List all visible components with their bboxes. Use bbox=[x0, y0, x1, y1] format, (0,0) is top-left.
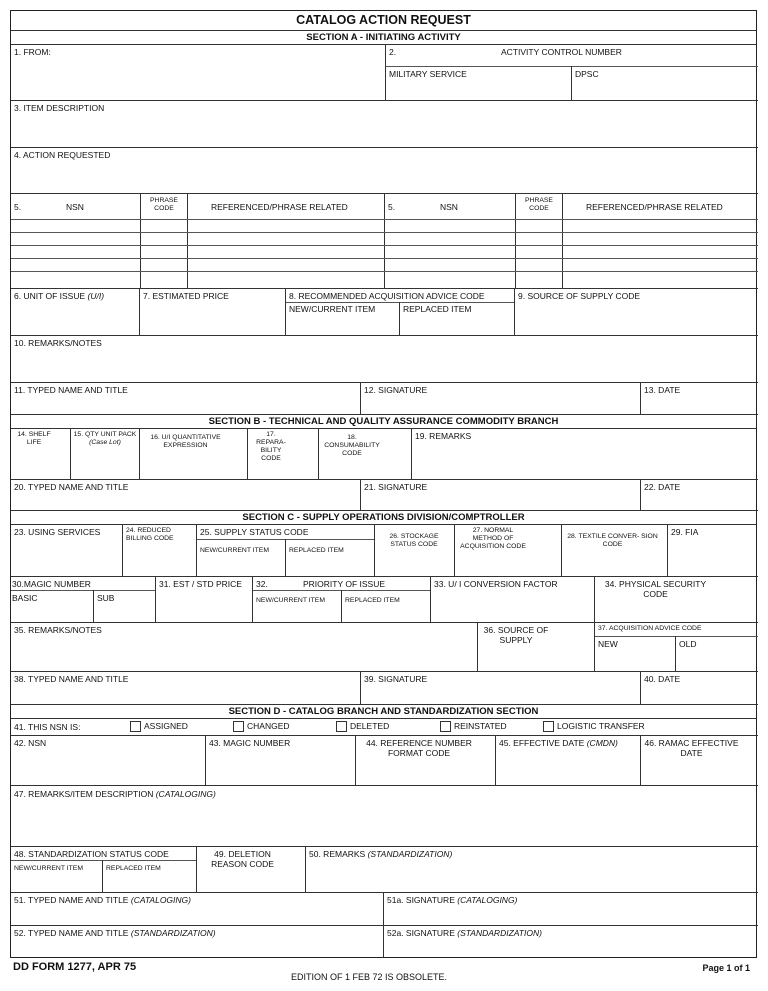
nsn-header-left: NSN bbox=[66, 202, 84, 212]
nsn-d-label: 42. NSN bbox=[14, 738, 47, 748]
supply-status-code-label: 25. SUPPLY STATUS CODE bbox=[200, 527, 309, 537]
rec-acq-new-current-label: NEW/CURRENT ITEM bbox=[289, 304, 376, 314]
recommended-acquisition-advice-code-field bbox=[286, 289, 515, 336]
section-c-header: SECTION C - SUPPLY OPERATIONS DIVISION/COMPTROLLER bbox=[11, 511, 756, 525]
typed-name-cataloging-label: 51. TYPED NAME AND TITLE (CATALOGING) bbox=[14, 895, 191, 905]
reduced-billing-code-label: 24. REDUCED BILLING CODE bbox=[126, 527, 174, 542]
estimated-price-field[interactable] bbox=[140, 289, 286, 336]
normal-method-acquisition-code-label: 27. NORMAL METHOD OF ACQUISITION CODE bbox=[460, 527, 526, 550]
using-services-label: 23. USING SERVICES bbox=[14, 527, 101, 537]
reference-number-format-code-field[interactable] bbox=[356, 736, 496, 786]
deletion-reason-code-field[interactable] bbox=[197, 847, 306, 893]
consumability-code-label: 18. CONSUMABILITY CODE bbox=[324, 434, 380, 457]
source-of-supply-c-label: 36. SOURCE OF SUPPLY bbox=[483, 625, 549, 645]
logistic-transfer-checkbox[interactable] bbox=[543, 721, 554, 732]
edition-note: EDITION OF 1 FEB 72 IS OBSOLETE. bbox=[291, 972, 448, 982]
nsn-item5-right: 5. bbox=[388, 202, 396, 212]
unit-of-issue-label: 6. UNIT OF ISSUE (U/I) bbox=[14, 291, 105, 301]
phrase-code-header-left: PHRASE CODE bbox=[150, 197, 178, 212]
standardization-status-code-field bbox=[11, 847, 197, 893]
typed-name-c-label: 38. TYPED NAME AND TITLE bbox=[14, 674, 129, 684]
acquisition-advice-code-c-field bbox=[595, 623, 758, 672]
supply-status-new-current-label: NEW/CURRENT ITEM bbox=[200, 547, 269, 554]
shelf-life-label: 14. SHELF LIFE bbox=[17, 431, 51, 446]
ui-quantitative-expression-field[interactable] bbox=[140, 429, 248, 480]
reduced-billing-code-field[interactable] bbox=[123, 525, 197, 577]
form-title: CATALOG ACTION REQUEST bbox=[11, 11, 756, 31]
remarks-item-description-label: 47. REMARKS/ITEM DESCRIPTION (CATALOGING) bbox=[14, 789, 216, 799]
remarks-notes-a-field[interactable] bbox=[11, 336, 758, 383]
textile-conversion-code-field[interactable] bbox=[562, 525, 668, 577]
rec-acq-label: 8. RECOMMENDED ACQUISITION ADVICE CODE bbox=[289, 291, 485, 301]
std-replaced-label: REPLACED ITEM bbox=[106, 865, 161, 872]
ui-conversion-factor-field[interactable] bbox=[431, 577, 595, 623]
signature-cataloging-field[interactable] bbox=[384, 893, 758, 926]
normal-method-acquisition-code-field[interactable] bbox=[455, 525, 562, 577]
remarks-notes-c-label: 35. REMARKS/NOTES bbox=[14, 625, 102, 635]
signature-b-field[interactable] bbox=[361, 480, 641, 511]
ref-phrase-header-right: REFERENCED/PHRASE RELATED bbox=[586, 202, 723, 212]
date-c-label: 40. DATE bbox=[644, 674, 681, 684]
signature-a-label: 12. SIGNATURE bbox=[364, 385, 428, 395]
typed-name-cataloging-field[interactable] bbox=[11, 893, 384, 926]
stockage-status-code-label: 26. STOCKAGE STATUS CODE bbox=[389, 533, 439, 548]
est-std-price-field[interactable] bbox=[156, 577, 253, 623]
typed-name-standardization-field[interactable] bbox=[11, 926, 384, 957]
item-description-field[interactable] bbox=[11, 101, 758, 148]
physical-security-code-label: 34. PHYSICAL SECURITY CODE bbox=[604, 579, 707, 599]
signature-c-field[interactable] bbox=[361, 672, 641, 705]
priority-of-issue-label: PRIORITY OF ISSUE bbox=[303, 579, 386, 589]
remarks-b-field[interactable] bbox=[412, 429, 758, 480]
qty-unit-pack-field[interactable] bbox=[71, 429, 140, 480]
date-a-label: 13. DATE bbox=[644, 385, 681, 395]
source-of-supply-code-field[interactable] bbox=[515, 289, 758, 336]
supply-status-code-field bbox=[197, 525, 375, 577]
basic-label: BASIC bbox=[12, 593, 38, 603]
using-services-field[interactable] bbox=[11, 525, 123, 577]
item32-label: 32. bbox=[256, 579, 268, 589]
magic-number-c-label: 30.MAGIC NUMBER bbox=[12, 579, 91, 589]
source-of-supply-c-field[interactable] bbox=[478, 623, 595, 672]
magic-number-d-label: 43. MAGIC NUMBER bbox=[209, 738, 291, 748]
nsn-d-field[interactable] bbox=[11, 736, 206, 786]
date-b-field[interactable] bbox=[641, 480, 758, 511]
activity-control-number-label: ACTIVITY CONTROL NUMBER bbox=[501, 47, 622, 57]
ui-conversion-factor-label: 33. U/ I CONVERSION FACTOR bbox=[434, 579, 558, 589]
nsn-table bbox=[11, 194, 758, 289]
magic-number-c-field bbox=[11, 577, 156, 623]
form-number: DD FORM 1277, APR 75 bbox=[13, 961, 137, 973]
activity-control-number-field bbox=[386, 45, 758, 101]
section-a-header: SECTION A - INITIATING ACTIVITY bbox=[11, 31, 756, 45]
remarks-notes-a-label: 10. REMARKS/NOTES bbox=[14, 338, 102, 348]
logistic-transfer-label: LOGISTIC TRANSFER bbox=[557, 721, 645, 731]
remarks-b-label: 19. REMARKS bbox=[415, 431, 472, 441]
fia-field[interactable] bbox=[668, 525, 758, 577]
phrase-code-header-right: PHRASE CODE bbox=[525, 197, 553, 212]
unit-of-issue-field[interactable] bbox=[11, 289, 140, 336]
signature-a-field[interactable] bbox=[361, 383, 641, 415]
acquisition-advice-code-c-label: 37. ACQUISITION ADVICE CODE bbox=[598, 625, 702, 632]
remarks-notes-c-field[interactable] bbox=[11, 623, 478, 672]
ui-quantitative-expression-label: 16. U/I QUANTITATIVE EXPRESSION bbox=[150, 434, 221, 449]
std-new-current-label: NEW/CURRENT ITEM bbox=[14, 865, 83, 872]
page-number: Page 1 of 1 bbox=[702, 963, 750, 973]
item2-label: 2. bbox=[389, 47, 397, 57]
nsn-item5-left: 5. bbox=[14, 202, 22, 212]
remarks-standardization-field[interactable] bbox=[306, 847, 758, 893]
reparability-code-label: 17. REPARA- BILITY CODE bbox=[256, 431, 286, 462]
remarks-standardization-label: 50. REMARKS (STANDARDIZATION) bbox=[309, 849, 453, 859]
reinstated-label: REINSTATED bbox=[454, 721, 507, 731]
deletion-reason-code-label: 49. DELETION REASON CODE bbox=[211, 849, 274, 869]
signature-cataloging-label: 51a. SIGNATURE (CATALOGING) bbox=[387, 895, 518, 905]
estimated-price-label: 7. ESTIMATED PRICE bbox=[143, 291, 229, 301]
date-b-label: 22. DATE bbox=[644, 482, 681, 492]
remarks-item-description-field[interactable] bbox=[11, 786, 758, 847]
priority-of-issue-field bbox=[253, 577, 431, 623]
assigned-checkbox[interactable] bbox=[130, 721, 141, 732]
source-of-supply-code-label: 9. SOURCE OF SUPPLY CODE bbox=[518, 291, 641, 301]
nsn-status-row bbox=[11, 719, 758, 736]
signature-b-label: 21. SIGNATURE bbox=[364, 482, 428, 492]
qty-unit-pack-label: 15. QTY UNIT PACK (Case Lot) bbox=[73, 431, 137, 446]
sub-label: SUB bbox=[97, 593, 115, 603]
section-d-header: SECTION D - CATALOG BRANCH AND STANDARDIZATION SECTION bbox=[11, 705, 756, 719]
typed-name-standardization-label: 52. TYPED NAME AND TITLE (STANDARDIZATION) bbox=[14, 928, 216, 938]
shelf-life-field[interactable] bbox=[11, 429, 71, 480]
military-service-label: MILITARY SERVICE bbox=[389, 69, 467, 79]
deleted-checkbox[interactable] bbox=[336, 721, 347, 732]
section-b-header: SECTION B - TECHNICAL AND QUALITY ASSURANCE COMMODITY BRANCH bbox=[11, 415, 756, 429]
typed-name-a-label: 11. TYPED NAME AND TITLE bbox=[14, 385, 128, 395]
nsn-is-label: 41. THIS NSN IS: bbox=[14, 722, 81, 732]
priority-replaced-label: REPLACED ITEM bbox=[345, 597, 400, 604]
from-label: 1. FROM: bbox=[14, 47, 51, 57]
reference-number-format-code-label: 44. REFERENCE NUMBER FORMAT CODE bbox=[366, 738, 472, 758]
action-requested-field[interactable] bbox=[11, 148, 758, 194]
catalog-action-request-form bbox=[10, 10, 757, 958]
typed-name-b-label: 20. TYPED NAME AND TITLE bbox=[14, 482, 129, 492]
ramac-effective-date-label: 46. RAMAC EFFECTIVE DATE bbox=[644, 738, 739, 758]
dpsc-label: DPSC bbox=[575, 69, 599, 79]
deleted-label: DELETED bbox=[350, 721, 390, 731]
nsn-header-right: NSN bbox=[440, 202, 458, 212]
reparability-code-field[interactable] bbox=[248, 429, 319, 480]
signature-c-label: 39. SIGNATURE bbox=[364, 674, 428, 684]
effective-date-field[interactable] bbox=[496, 736, 641, 786]
priority-new-current-label: NEW/CURRENT ITEM bbox=[256, 597, 325, 604]
from-field[interactable] bbox=[11, 45, 386, 101]
action-requested-label: 4. ACTION REQUESTED bbox=[14, 150, 111, 160]
date-c-field[interactable] bbox=[641, 672, 758, 705]
typed-name-b-field[interactable] bbox=[11, 480, 361, 511]
est-std-price-label: 31. EST / STD PRICE bbox=[159, 579, 242, 589]
consumability-code-field[interactable] bbox=[319, 429, 412, 480]
signature-standardization-label: 52a. SIGNATURE (STANDARDIZATION) bbox=[387, 928, 542, 938]
typed-name-a-field[interactable] bbox=[11, 383, 361, 415]
fia-label: 29. FIA bbox=[671, 527, 699, 537]
assigned-label: ASSIGNED bbox=[144, 721, 188, 731]
changed-label: CHANGED bbox=[247, 721, 290, 731]
magic-number-d-field[interactable] bbox=[206, 736, 356, 786]
typed-name-c-field[interactable] bbox=[11, 672, 361, 705]
effective-date-label: 45. EFFECTIVE DATE (CMDN) bbox=[499, 738, 618, 748]
acq-old-label: OLD bbox=[679, 639, 697, 649]
stockage-status-code-field[interactable] bbox=[375, 525, 455, 577]
signature-standardization-field[interactable] bbox=[384, 926, 758, 957]
changed-checkbox[interactable] bbox=[233, 721, 244, 732]
ref-phrase-header-left: REFERENCED/PHRASE RELATED bbox=[211, 202, 348, 212]
rec-acq-replaced-label: REPLACED ITEM bbox=[403, 304, 472, 314]
ramac-effective-date-field[interactable] bbox=[641, 736, 758, 786]
acq-new-label: NEW bbox=[598, 639, 618, 649]
supply-status-replaced-label: REPLACED ITEM bbox=[289, 547, 344, 554]
date-a-field[interactable] bbox=[641, 383, 758, 415]
physical-security-code-field[interactable] bbox=[595, 577, 758, 623]
reinstated-checkbox[interactable] bbox=[440, 721, 451, 732]
textile-conversion-code-label: 28. TEXTILE CONVER- SION CODE bbox=[567, 533, 658, 548]
standardization-status-code-label: 48. STANDARDIZATION STATUS CODE bbox=[14, 849, 169, 859]
item-description-label: 3. ITEM DESCRIPTION bbox=[14, 103, 105, 113]
